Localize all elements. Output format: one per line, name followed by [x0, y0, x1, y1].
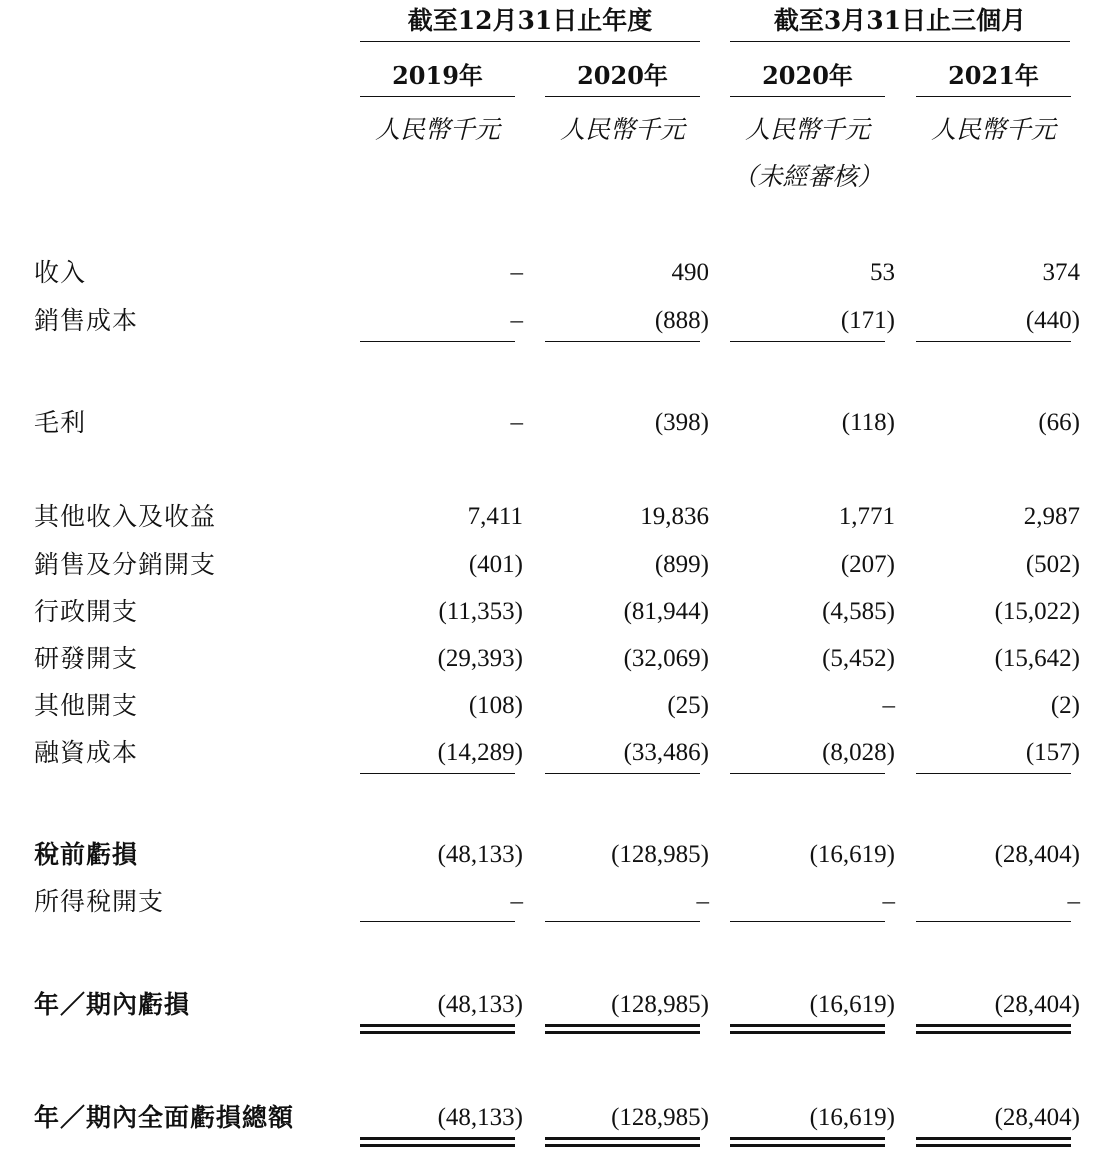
unit-label-2: 人民幣千元: [559, 115, 685, 144]
row-value: (401): [468, 551, 523, 578]
row-value: (16,619): [809, 841, 895, 868]
subtotal-rule: [545, 773, 700, 774]
row-label: 銷售成本: [34, 306, 139, 335]
row-value: (108): [468, 692, 523, 719]
row-value: (81,944): [623, 598, 709, 625]
group-header-year: 截至12月31日止年度: [407, 6, 653, 35]
row-value: (888): [654, 307, 709, 334]
subtotal-rule: [545, 921, 700, 922]
row-label: 年／期內虧損: [34, 990, 191, 1019]
group-header-quarter: 截至3月31日止三個月: [773, 6, 1027, 35]
subtotal-rule: [916, 341, 1071, 342]
row-value: (398): [654, 409, 709, 436]
row-value: (128,985): [611, 991, 709, 1018]
row-label: 年／期內全面虧損總額: [34, 1103, 295, 1132]
row-value: (128,985): [611, 841, 709, 868]
row-label: 收入: [34, 258, 87, 287]
row-value: (128,985): [611, 1104, 709, 1131]
row-value: (16,619): [809, 1104, 895, 1131]
row-value: (14,289): [437, 739, 523, 766]
unit-label-1: 人民幣千元: [374, 115, 500, 144]
row-value: (28,404): [994, 1104, 1080, 1131]
subtotal-rule: [916, 773, 1071, 774]
unaudited-note: （未經審核）: [732, 162, 883, 191]
year-rule-1: [360, 96, 515, 97]
year-rule-3: [730, 96, 885, 97]
row-value: (32,069): [623, 645, 709, 672]
row-value: (28,404): [994, 991, 1080, 1018]
total-double-rule: [916, 1137, 1071, 1147]
row-value: 2,987: [1023, 503, 1080, 530]
row-value: –: [882, 692, 895, 719]
row-value: (157): [1025, 739, 1080, 766]
year-rule-4: [916, 96, 1071, 97]
row-value: (48,133): [437, 991, 523, 1018]
row-value: (25): [667, 692, 709, 719]
row-value: 1,771: [838, 503, 895, 530]
subtotal-rule: [360, 773, 515, 774]
total-double-rule: [730, 1024, 885, 1034]
row-value: (66): [1038, 409, 1080, 436]
row-value: –: [696, 888, 709, 915]
row-label: 銷售及分銷開支: [34, 550, 217, 579]
row-value: (899): [654, 551, 709, 578]
row-value: (28,404): [994, 841, 1080, 868]
row-value: (11,353): [438, 598, 523, 625]
row-value: (48,133): [437, 1104, 523, 1131]
row-value: (4,585): [822, 598, 895, 625]
row-label: 融資成本: [34, 738, 139, 767]
year-header-3: 2020年: [762, 61, 853, 90]
row-value: (440): [1025, 307, 1080, 334]
row-value: –: [510, 409, 523, 436]
row-value: –: [1067, 888, 1080, 915]
total-double-rule: [916, 1024, 1071, 1034]
row-value: (2): [1050, 692, 1080, 719]
row-value: (502): [1025, 551, 1080, 578]
row-value: (15,642): [994, 645, 1080, 672]
row-label: 所得稅開支: [34, 887, 165, 916]
total-double-rule: [360, 1137, 515, 1147]
row-value: (8,028): [822, 739, 895, 766]
total-double-rule: [545, 1024, 700, 1034]
row-value: (207): [840, 551, 895, 578]
subtotal-rule: [360, 341, 515, 342]
row-label: 毛利: [34, 408, 87, 437]
row-value: (171): [840, 307, 895, 334]
row-value: (118): [841, 409, 895, 436]
row-value: 490: [671, 259, 709, 286]
total-double-rule: [730, 1137, 885, 1147]
year-rule-2: [545, 96, 700, 97]
row-value: (48,133): [437, 841, 523, 868]
row-value: 53: [870, 259, 895, 286]
row-value: 7,411: [467, 503, 523, 530]
subtotal-rule: [730, 921, 885, 922]
row-value: 374: [1042, 259, 1080, 286]
year-header-4: 2021年: [948, 61, 1039, 90]
group-rule-quarter: [730, 41, 1070, 42]
row-value: (5,452): [822, 645, 895, 672]
year-header-2: 2020年: [577, 61, 668, 90]
row-value: 19,836: [640, 503, 709, 530]
total-double-rule: [360, 1024, 515, 1034]
year-header-1: 2019年: [392, 61, 483, 90]
row-label: 稅前虧損: [34, 840, 139, 869]
row-value: –: [510, 307, 523, 334]
row-value: –: [882, 888, 895, 915]
row-value: (33,486): [623, 739, 709, 766]
subtotal-rule: [730, 341, 885, 342]
subtotal-rule: [730, 773, 885, 774]
row-label: 其他收入及收益: [34, 502, 217, 531]
row-value: –: [510, 259, 523, 286]
subtotal-rule: [545, 341, 700, 342]
row-value: (16,619): [809, 991, 895, 1018]
row-value: (29,393): [437, 645, 523, 672]
row-value: (15,022): [994, 598, 1080, 625]
row-value: –: [510, 888, 523, 915]
row-label: 研發開支: [34, 644, 139, 673]
row-label: 行政開支: [34, 597, 139, 626]
unit-label-4: 人民幣千元: [930, 115, 1056, 144]
subtotal-rule: [916, 921, 1071, 922]
unit-label-3: 人民幣千元: [744, 115, 870, 144]
group-rule-year: [360, 41, 700, 42]
total-double-rule: [545, 1137, 700, 1147]
subtotal-rule: [360, 921, 515, 922]
row-label: 其他開支: [34, 691, 139, 720]
